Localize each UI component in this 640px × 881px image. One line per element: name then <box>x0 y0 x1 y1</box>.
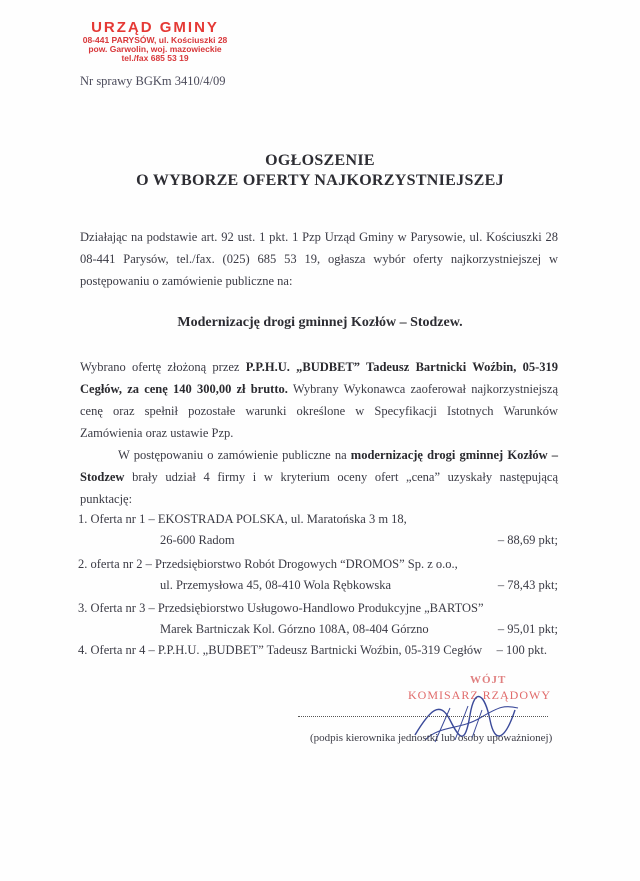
offer-3-line1: 3. Oferta nr 3 – Przedsiębiorstwo Usługowo-Handlowo Produkcyjne „BARTOS” <box>78 601 484 615</box>
intro-paragraph: Działając na podstawie art. 92 ust. 1 pkt. 1 Pzp Urząd Gminy w Parysowie, ul. Kościuszki 28 08-441 Parysów, tel./fax. (025) 685 53 19, ogłasza wybór oferty najkorzystniejszej w postępowaniu o zamówienie publiczne na: <box>80 230 558 288</box>
participation-paragraph <box>80 444 558 510</box>
participation-pre: W postępowaniu o zamówienie publiczne na <box>118 448 351 462</box>
signature-stamp-top: WÓJT <box>470 674 507 686</box>
offer-4-points: – 100 pkt. <box>496 643 547 657</box>
signature-line <box>298 716 548 717</box>
offer-1-line1: 1. Oferta nr 1 – EKOSTRADA POLSKA, ul. Maratońska 3 m 18, <box>78 512 407 526</box>
signature-stamp-text: KOMISARZ RZĄDOWY <box>408 688 551 702</box>
offer-1-line2: 26-600 Radom <box>160 533 235 547</box>
selection-post: Wybrany Wykonawca zaoferował najkorzystniejszą cenę oraz spełnił pozostałe warunki określone w Specyfikacji Istotnych Warunków Zamówienia oraz ustawie Pzp. <box>80 382 558 440</box>
offer-2-line1: 2. oferta nr 2 – Przedsiębiorstwo Robót Drogowych “DROMOS” Sp. z o.o., <box>78 557 458 571</box>
selection-pre: Wybrano ofertę złożoną przez <box>80 360 246 374</box>
participation-post: brały udział 4 firmy i w kryterium oceny ofert „cena” uzyskały następującą punktację: <box>80 470 558 506</box>
participation-bold: modernizację drogi gminnej Kozłów – Stodzew <box>80 448 558 484</box>
document-subtitle: O WYBORZE OFERTY NAJKORZYSTNIEJSZEJ <box>136 172 504 189</box>
selection-paragraph <box>80 356 558 444</box>
stamp-phone: tel./fax 685 53 19 <box>121 52 189 63</box>
document-title: OGŁOSZENIE <box>265 152 375 169</box>
stamp-title: URZĄD GMINY <box>91 19 219 36</box>
offer-2-line2: ul. Przemysłowa 45, 08-410 Wola Rębkowska <box>160 578 392 592</box>
offer-2-points: – 78,43 pkt; <box>497 578 558 592</box>
offer-4-line1: 4. Oferta nr 4 – P.P.H.U. „BUDBET” Tadeusz Bartnicki Woźbin, 05-319 Cegłów <box>78 643 483 657</box>
case-number: Nr sprawy BGKm 3410/4/09 <box>80 74 226 88</box>
office-stamp <box>80 20 230 63</box>
selection-bold: P.P.H.U. „BUDBET” Tadeusz Bartnicki Woźbin, 05-319 Cegłów, za cenę 140 300,00 zł brutto. <box>80 360 558 396</box>
signature-caption: (podpis kierownika jednostki lub osoby upoważnionej) <box>310 732 553 744</box>
stamp-region: pow. Garwolin, woj. mazowieckie <box>88 43 222 54</box>
offer-3-points: – 95,01 pkt; <box>497 622 558 636</box>
stamp-address: 08-441 PARYSÓW, ul. Kościuszki 28 <box>82 34 228 45</box>
contract-subject: Modernizację drogi gminnej Kozłów – Stodzew. <box>177 315 463 330</box>
offer-3-line2: Marek Bartniczak Kol. Górzno 108A, 08-404 Górzno <box>160 622 429 636</box>
offer-1-points: – 88,69 pkt; <box>497 533 558 547</box>
